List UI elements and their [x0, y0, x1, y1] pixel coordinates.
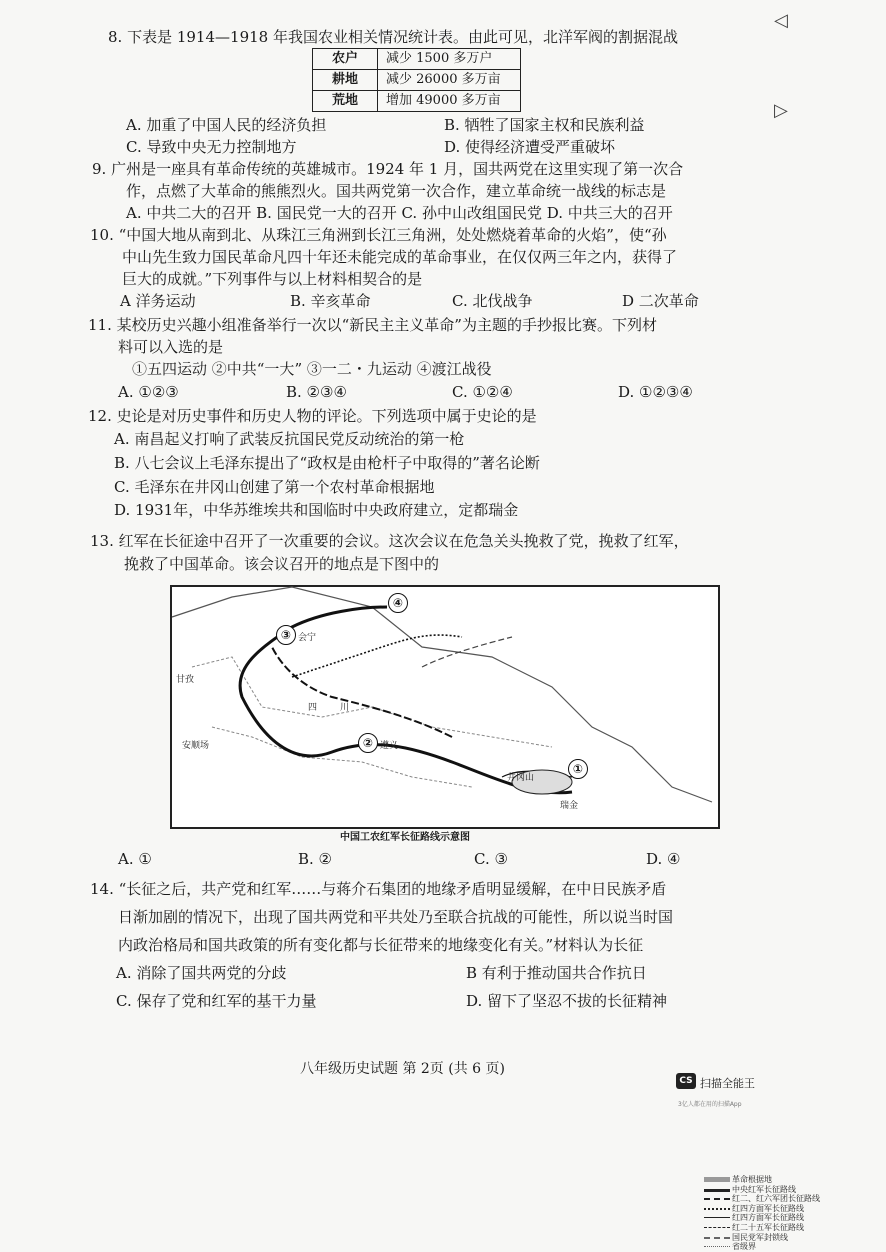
- q14-option-b: B 有利于推动国共合作抗日: [466, 964, 647, 982]
- camscanner-name: 扫描全能王: [700, 1077, 755, 1090]
- table-row: [313, 91, 521, 112]
- q10-stem-line1: 10. “中国大地从南到北、从珠江三角洲到长江三角洲，处处燃烧着革命的火焰”，使“孙: [90, 226, 667, 244]
- province-border: [212, 727, 472, 787]
- map-label-huining: 会宁: [298, 633, 317, 643]
- q12-option-a: A. 南昌起义打响了武装反抗国民党反动统治的第一枪: [114, 430, 465, 448]
- fourth-front-army-route: [292, 635, 462, 677]
- q10-option-a: A 洋务运动: [120, 292, 196, 310]
- q14-stem-line1: 14. “长征之后，共产党和红军……与蒋介石集团的地缘矛盾明显缓解，在中日民族矛盾: [90, 880, 667, 898]
- q11-option-a: A. ①②③: [118, 383, 179, 401]
- page-footer: 八年级历史试题 第 2页 (共 6 页): [300, 1061, 505, 1077]
- scan-edge-mark: ▷: [774, 100, 788, 121]
- legend-item: 红四方面军长征路线: [702, 1204, 886, 1214]
- map-label-anshunchang: 安顺场: [182, 741, 210, 751]
- map-caption: 中国工农红军长征路线示意图: [340, 832, 470, 843]
- q12-option-d: D. 1931年，中华苏维埃共和国临时中央政府建立，定都瑞金: [114, 501, 519, 519]
- legend-item: 省级界: [702, 1242, 886, 1252]
- q10-stem-line2: 中山先生致力国民革命凡四十年还未能完成的革命事业，在仅仅两三年之内，获得了: [122, 248, 678, 266]
- table-cell: 减少 1500 多万户: [378, 49, 521, 70]
- q11-option-c: C. ①②④: [452, 383, 513, 401]
- q12-stem: 12. 史论是对历史事件和历史人物的评论。下列选项中属于史论的是: [88, 407, 537, 425]
- q8-stats-table: [312, 48, 521, 112]
- q11-stem-line1: 11. 某校历史兴趣小组准备举行一次以“新民主主义革命”为主题的手抄报比赛。下列材: [88, 316, 657, 334]
- table-row: [313, 70, 521, 91]
- table-cell: 农户: [313, 49, 378, 70]
- q14-stem-line3: 内政治格局和国共政策的所有变化都与长征带来的地缘变化有关。”材料认为长征: [118, 936, 644, 954]
- map-label-si: 四: [308, 703, 318, 713]
- map-label-ganzi: 甘孜: [176, 675, 195, 685]
- legend-item: 国民党军封锁线: [702, 1233, 886, 1243]
- q10-option-d: D 二次革命: [622, 292, 699, 310]
- q9-stem-line1: 9. 广州是一座具有革命传统的英雄城市。1924 年 1 月，国共两党在这里实现了第一次合: [92, 160, 684, 178]
- map-label-ruijin: 瑞金: [560, 801, 579, 811]
- q10-option-b: B. 辛亥革命: [290, 292, 371, 310]
- q9-options: A. 中共二大的召开 B. 国民党一大的召开 C. 孙中山改组国民党 D. 中共三大的召开: [126, 204, 673, 222]
- q13-option-a: A. ①: [118, 850, 152, 868]
- q8-option-b: B. 牺牲了国家主权和民族利益: [444, 116, 645, 134]
- q10-stem-line3: 巨大的成就。”下列事件与以上材料相契合的是: [122, 270, 423, 288]
- map-graphic: [172, 587, 718, 827]
- q12-option-b: B. 八七会议上毛泽东提出了“政权是由枪杆子中取得的”著名论断: [114, 454, 540, 472]
- q14-option-c: C. 保存了党和红军的基干力量: [116, 992, 317, 1010]
- legend-item: 红二、红六军团长征路线: [702, 1194, 886, 1204]
- q11-stem-line2: 料可以入选的是: [118, 338, 224, 356]
- table-cell: 增加 49000 多万亩: [378, 91, 521, 112]
- q13-option-d: D. ④: [646, 850, 681, 868]
- second-sixth-corps-route: [272, 647, 452, 737]
- table-row: [313, 49, 521, 70]
- scan-edge-mark: ◁: [774, 10, 788, 31]
- q11-items: ①五四运动 ②中共“一大” ③一二・九运动 ④渡江战役: [132, 360, 492, 378]
- q8-option-a: A. 加重了中国人民的经济负担: [126, 116, 327, 134]
- legend-item: 红四方面军长征路线: [702, 1213, 886, 1223]
- map-legend: [702, 1175, 886, 1252]
- map-marker-3: ③: [276, 625, 296, 645]
- q11-option-b: B. ②③④: [286, 383, 347, 401]
- map-marker-4: ④: [388, 593, 408, 613]
- coastline: [172, 587, 712, 802]
- q14-option-d: D. 留下了坚忍不拔的长征精神: [466, 992, 668, 1010]
- map-label-zunyi: 遵义: [380, 741, 399, 751]
- q13-option-c: C. ③: [474, 850, 508, 868]
- camscanner-logo-icon: CS: [676, 1073, 696, 1089]
- legend-item: 革命根据地: [702, 1175, 886, 1185]
- camscanner-tagline: 3亿人都在用的扫描App: [678, 1101, 742, 1108]
- q13-stem-line1: 13. 红军在长征途中召开了一次重要的会议。这次会议在危急关头挽救了党，挽救了红军，: [90, 532, 689, 550]
- q13-stem-line2: 挽救了中国革命。该会议召开的地点是下图中的: [124, 555, 440, 573]
- kmt-blockade-line: [422, 637, 512, 667]
- q10-option-c: C. 北伐战争: [452, 292, 533, 310]
- table-cell: 耕地: [313, 70, 378, 91]
- q8-option-c: C. 导致中央无力控制地方: [126, 138, 297, 156]
- map-label-chuan: 川: [340, 703, 350, 713]
- map-marker-2: ②: [358, 733, 378, 753]
- q14-option-a: A. 消除了国共两党的分歧: [116, 964, 287, 982]
- map-label-jinggangshan: 井冈山: [507, 773, 535, 783]
- map-marker-1: ①: [568, 759, 588, 779]
- table-cell: 减少 26000 多万亩: [378, 70, 521, 91]
- q13-option-b: B. ②: [298, 850, 333, 868]
- q14-stem-line2: 日渐加剧的情况下，出现了国共两党和平共处乃至联合抗战的可能性，所以说当时国: [118, 908, 674, 926]
- legend-item: 中央红军长征路线: [702, 1185, 886, 1195]
- table-cell: 荒地: [313, 91, 378, 112]
- q12-option-c: C. 毛泽东在井冈山创建了第一个农村革命根据地: [114, 478, 435, 496]
- q8-stem: 8. 下表是 1914—1918 年我国农业相关情况统计表。由此可见，北洋军阀的割据混战: [108, 28, 678, 46]
- q8-option-d: D. 使得经济遭受严重破坏: [444, 138, 616, 156]
- legend-item: 红二十五军长征路线: [702, 1223, 886, 1233]
- q11-option-d: D. ①②③④: [618, 383, 693, 401]
- q9-stem-line2: 作，点燃了大革命的熊熊烈火。国共两党第一次合作，建立革命统一战线的标志是: [126, 182, 667, 200]
